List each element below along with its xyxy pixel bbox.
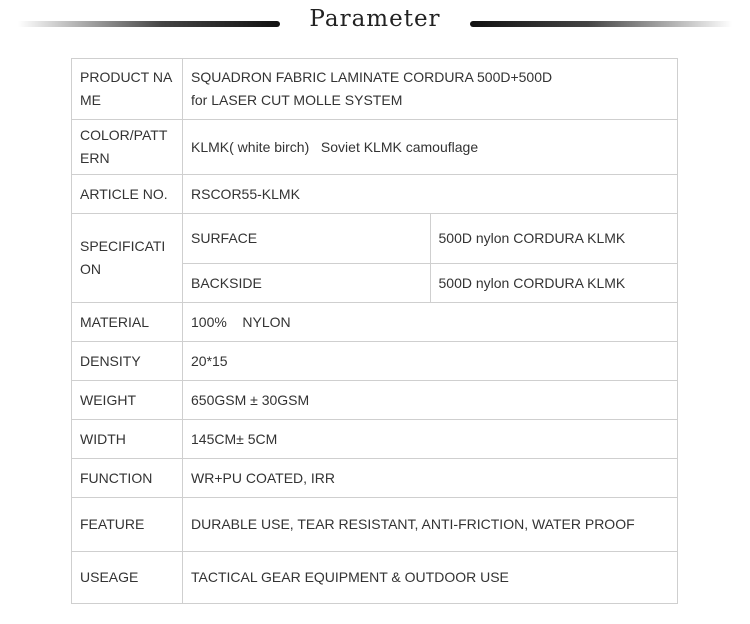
row-value: KLMK( white birch) Soviet KLMK camouflage bbox=[183, 120, 678, 175]
row-value: 650GSM ± 30GSM bbox=[183, 381, 678, 420]
product-name-line-1: SQUADRON FABRIC LAMINATE CORDURA 500D+500D bbox=[191, 69, 553, 85]
table-row-width bbox=[72, 420, 678, 459]
row-label: ARTICLE NO. bbox=[72, 175, 183, 214]
table-row-material bbox=[72, 303, 678, 342]
row-label: SPECIFICATION bbox=[72, 214, 183, 303]
row-label: WEIGHT bbox=[72, 381, 183, 420]
row-label: PRODUCT NAME bbox=[72, 59, 183, 120]
left-divider-line bbox=[18, 21, 280, 27]
table-row-article-no bbox=[72, 175, 678, 214]
row-value: 20*15 bbox=[183, 342, 678, 381]
table-row-density bbox=[72, 342, 678, 381]
row-label: WIDTH bbox=[72, 420, 183, 459]
row-value: 145CM± 5CM bbox=[183, 420, 678, 459]
row-label: COLOR/PATTERN bbox=[72, 120, 183, 175]
table-row-useage bbox=[72, 552, 678, 604]
parameter-table bbox=[71, 58, 678, 604]
row-value bbox=[183, 59, 678, 120]
row-label: FEATURE bbox=[72, 498, 183, 552]
table-row-specification-surface bbox=[72, 214, 678, 264]
sub-label-surface: SURFACE bbox=[183, 214, 431, 264]
backside-value: 500D nylon CORDURA KLMK bbox=[430, 264, 678, 303]
table-row-product-name bbox=[72, 59, 678, 120]
row-value: TACTICAL GEAR EQUIPMENT & OUTDOOR USE bbox=[183, 552, 678, 604]
surface-value: 500D nylon CORDURA KLMK bbox=[430, 214, 678, 264]
section-header bbox=[0, 0, 750, 56]
row-label: DENSITY bbox=[72, 342, 183, 381]
row-label: MATERIAL bbox=[72, 303, 183, 342]
page-title: Parameter bbox=[309, 6, 441, 32]
table-row-function bbox=[72, 459, 678, 498]
sub-label-backside: BACKSIDE bbox=[183, 264, 431, 303]
row-value: WR+PU COATED, IRR bbox=[183, 459, 678, 498]
row-value: RSCOR55-KLMK bbox=[183, 175, 678, 214]
row-label: USEAGE bbox=[72, 552, 183, 604]
table-row-weight bbox=[72, 381, 678, 420]
table-row-color-pattern bbox=[72, 120, 678, 175]
row-value: 100% NYLON bbox=[183, 303, 678, 342]
row-label: FUNCTION bbox=[72, 459, 183, 498]
row-value: DURABLE USE, TEAR RESISTANT, ANTI-FRICTION, WATER PROOF bbox=[183, 498, 678, 552]
product-name-line-2: for LASER CUT MOLLE SYSTEM bbox=[191, 92, 403, 108]
right-divider-line bbox=[470, 21, 732, 27]
table-row-feature bbox=[72, 498, 678, 552]
